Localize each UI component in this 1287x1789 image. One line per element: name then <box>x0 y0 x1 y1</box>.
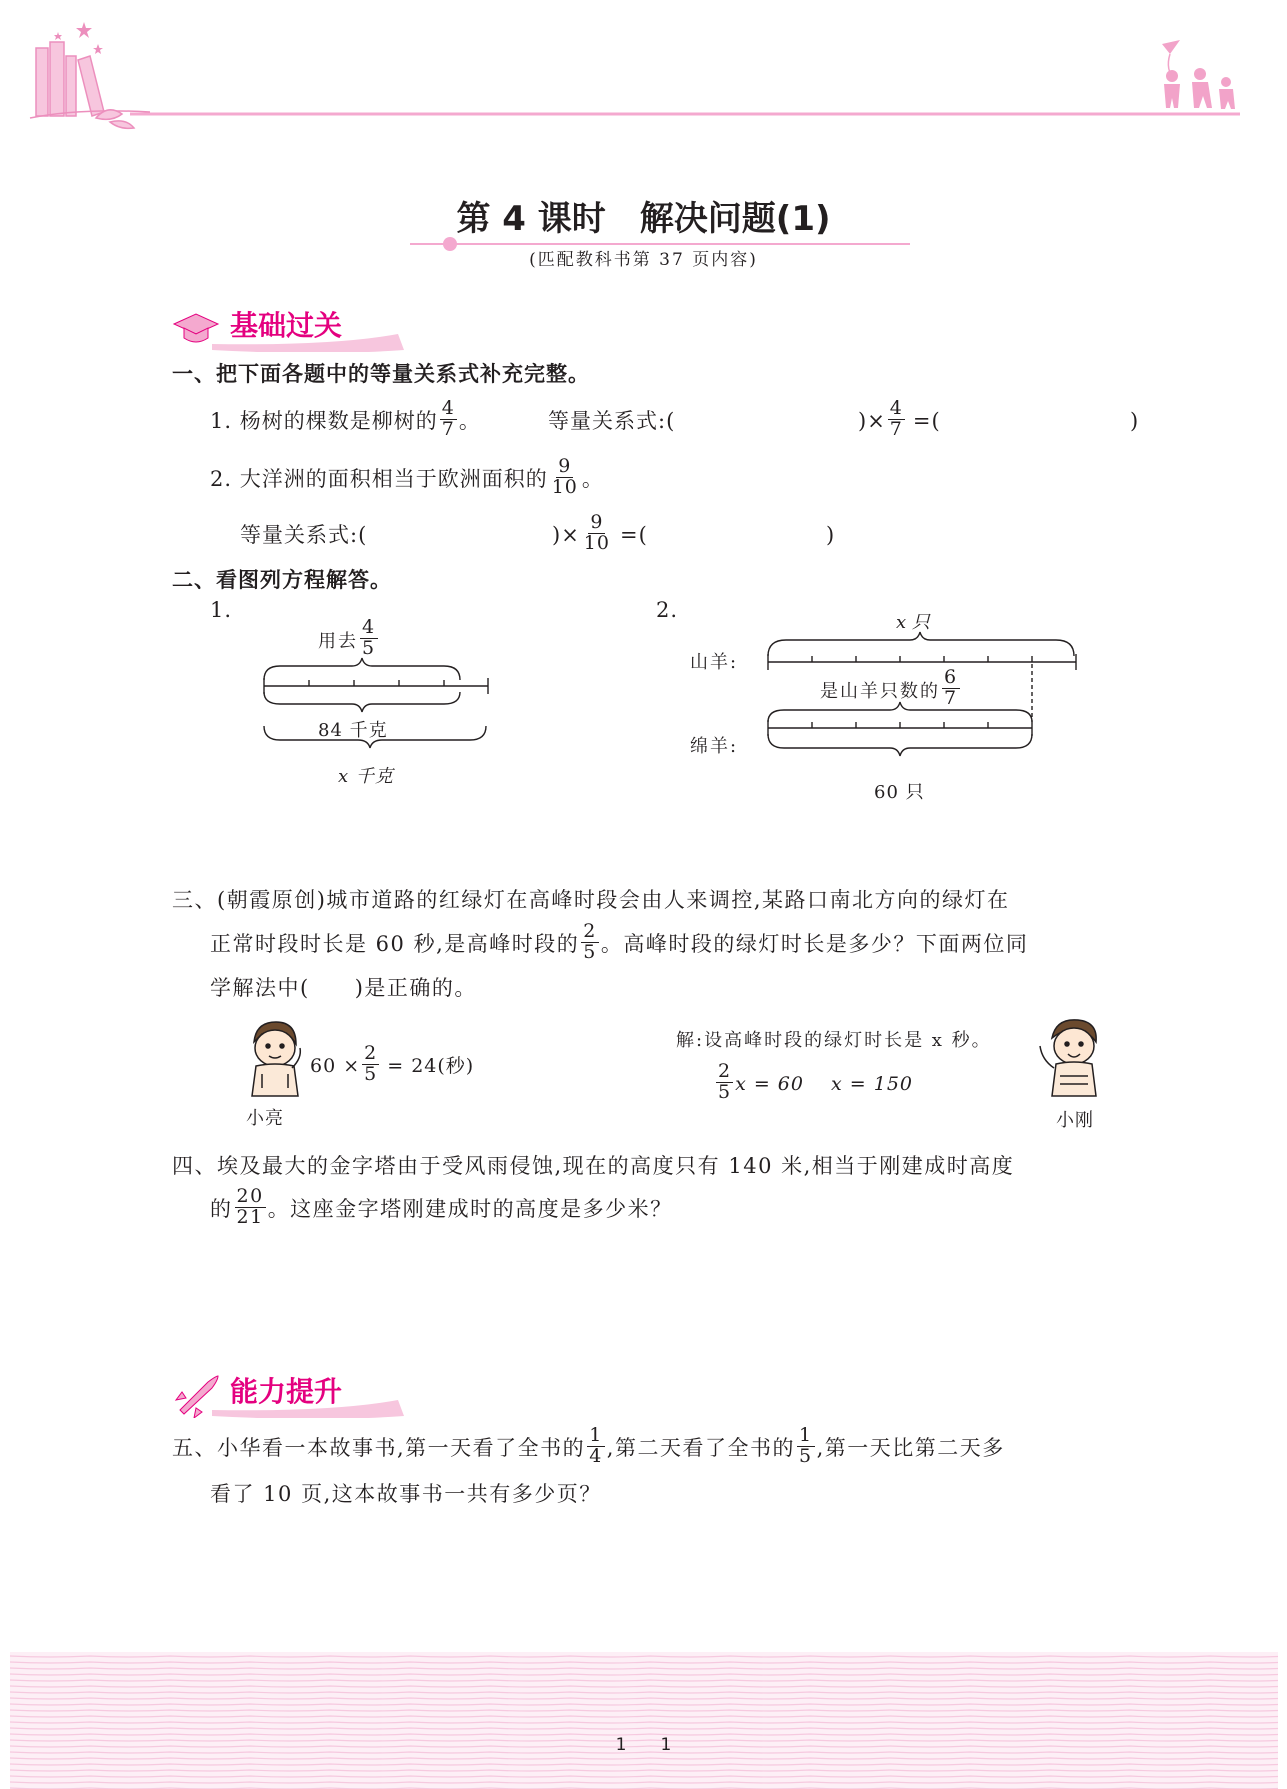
q1-item1-relation <box>858 396 941 446</box>
q5-fraction-2: $\frac{1}{5}$ <box>798 1423 813 1467</box>
fig1-used-label: 用去 $\frac{4}{5}$ <box>318 615 377 659</box>
q5-line1: 五、小华看一本故事书,第一天看了全书的 $\frac{1}{4}$ ,第二天看了全书的 $\frac{1}{5}$ ,第一天比第二天多 <box>172 1423 1005 1467</box>
rocket-icon <box>176 1376 218 1418</box>
fig2-goat-label: 山羊: <box>690 652 739 673</box>
q1-item2-relation-label: 等量关系式:( <box>240 522 368 547</box>
fig2-sheep-label: 绵羊: <box>690 736 739 757</box>
q1-heading: 一、把下面各题中的等量关系式补充完整。 <box>172 362 590 386</box>
q3-line3: 学解法中( )是正确的。 <box>210 976 477 1000</box>
q1-item1-relation-fraction: $\frac{4}{7}$ <box>889 396 903 440</box>
brace-sheep-top <box>768 702 1032 722</box>
q1-item1-suffix: 。 <box>458 408 481 433</box>
equals-sign: =( <box>619 522 648 547</box>
q3-line2: 正常时段时长是 60 秒,是高峰时段的 $\frac{2}{5}$ 。高峰时段的绿灯时长是多少？下面两位同 <box>210 919 1029 963</box>
xiaogang-name: 小刚 <box>1056 1110 1094 1131</box>
brace-remain <box>264 692 460 712</box>
q1-item1-relation-label: 等量关系式:( <box>548 408 676 433</box>
section-title: 能力提升 <box>230 1375 343 1408</box>
page-number: 1 1 <box>615 1735 672 1755</box>
q1-item1 <box>210 396 481 446</box>
page-subtitle: (匹配教科书第 37 页内容) <box>529 250 758 270</box>
q5-line2: 看了 10 页,这本故事书一共有多少页？ <box>210 1482 602 1506</box>
page-title: 第 4 课时 解决问题(1) <box>456 199 831 239</box>
q4-line2: 的 $\frac{20}{21}$ 。这座金字塔刚建成时的高度是多少米？ <box>210 1184 673 1228</box>
equals-sign: =( <box>912 408 941 433</box>
xiaogang-solution-line1: 解:设高峰时段的绿灯时长是 x 秒。 <box>676 1030 992 1051</box>
q1-item2-close: ) <box>826 522 836 547</box>
q1-item2-text: 2. 大洋洲的面积相当于欧洲面积的 <box>210 466 548 491</box>
fig2-sheep-total: 60 只 <box>874 782 925 803</box>
xiaogang-avatar <box>1036 1016 1112 1102</box>
fig2-relation-label: 是山羊只数的 $\frac{6}{7}$ <box>820 665 959 709</box>
q3-fraction: $\frac{2}{5}$ <box>583 919 597 963</box>
xiaogang-solution-line2: $\frac{2}{5}$ x = 60 x = 150 <box>718 1059 914 1103</box>
times-sign: )× <box>552 522 580 547</box>
times-sign: )× <box>858 408 886 433</box>
q4-line1: 四、埃及最大的金字塔由于受风雨侵蚀,现在的高度只有 140 米,相当于刚建成时高度 <box>172 1154 1015 1178</box>
section-title: 基础过关 <box>230 309 343 342</box>
brace-used <box>264 658 460 680</box>
fig1-number: 1. <box>210 598 233 622</box>
graduation-cap-icon <box>174 314 218 342</box>
bullet-icon <box>443 237 457 251</box>
q1-item2-fraction: $\frac{9}{10}$ <box>551 454 578 498</box>
q5-fraction-1: $\frac{1}{4}$ <box>589 1423 603 1467</box>
q1-item1-fraction: $\frac{4}{7}$ <box>441 396 455 440</box>
xiaogang-fraction: $\frac{2}{5}$ <box>718 1059 732 1103</box>
q1-item1-close: ) <box>1130 408 1140 433</box>
section-header-basics <box>172 306 412 352</box>
q2-heading: 二、看图列方程解答。 <box>172 568 392 592</box>
brace-goat-total <box>768 632 1074 656</box>
xiaoliang-name: 小亮 <box>246 1108 284 1129</box>
q1-item2 <box>210 452 604 506</box>
section-header-advanced <box>172 1372 412 1418</box>
fig2-goat-total: x 只 <box>896 612 930 633</box>
fig1-total-label: x 千克 <box>338 766 394 787</box>
fig1-remain-label: 84 千克 <box>318 720 388 741</box>
fig2-number: 2. <box>656 598 679 622</box>
q3-line1: 三、(朝霞原创)城市道路的红绿灯在高峰时段会由人来调控,某路口南北方向的绿灯在 <box>172 888 1010 912</box>
brace-sheep-total <box>768 734 1032 756</box>
fig1-used-fraction: $\frac{4}{5}$ <box>362 615 377 659</box>
footer-stripes <box>10 1652 1278 1789</box>
header-decoration <box>0 0 1287 140</box>
q1-item2-relation-fraction: $\frac{9}{10}$ <box>583 510 610 554</box>
children-kite-icon <box>1162 40 1235 109</box>
q1-item2-relation <box>552 508 648 562</box>
xiaoliang-avatar <box>242 1018 308 1100</box>
xiaoliang-fraction: $\frac{2}{5}$ <box>364 1041 378 1085</box>
q4-fraction: $\frac{20}{21}$ <box>236 1184 264 1228</box>
q1-item1-text: 1. 杨树的棵数是柳树的 <box>210 408 438 433</box>
fig2-relation-fraction: $\frac{6}{7}$ <box>944 665 959 709</box>
xiaoliang-solution: 60 × $\frac{2}{5}$ = 24(秒) <box>310 1041 475 1085</box>
q1-item2-suffix: 。 <box>581 466 604 491</box>
fig2-segment-diagram <box>760 628 1090 778</box>
